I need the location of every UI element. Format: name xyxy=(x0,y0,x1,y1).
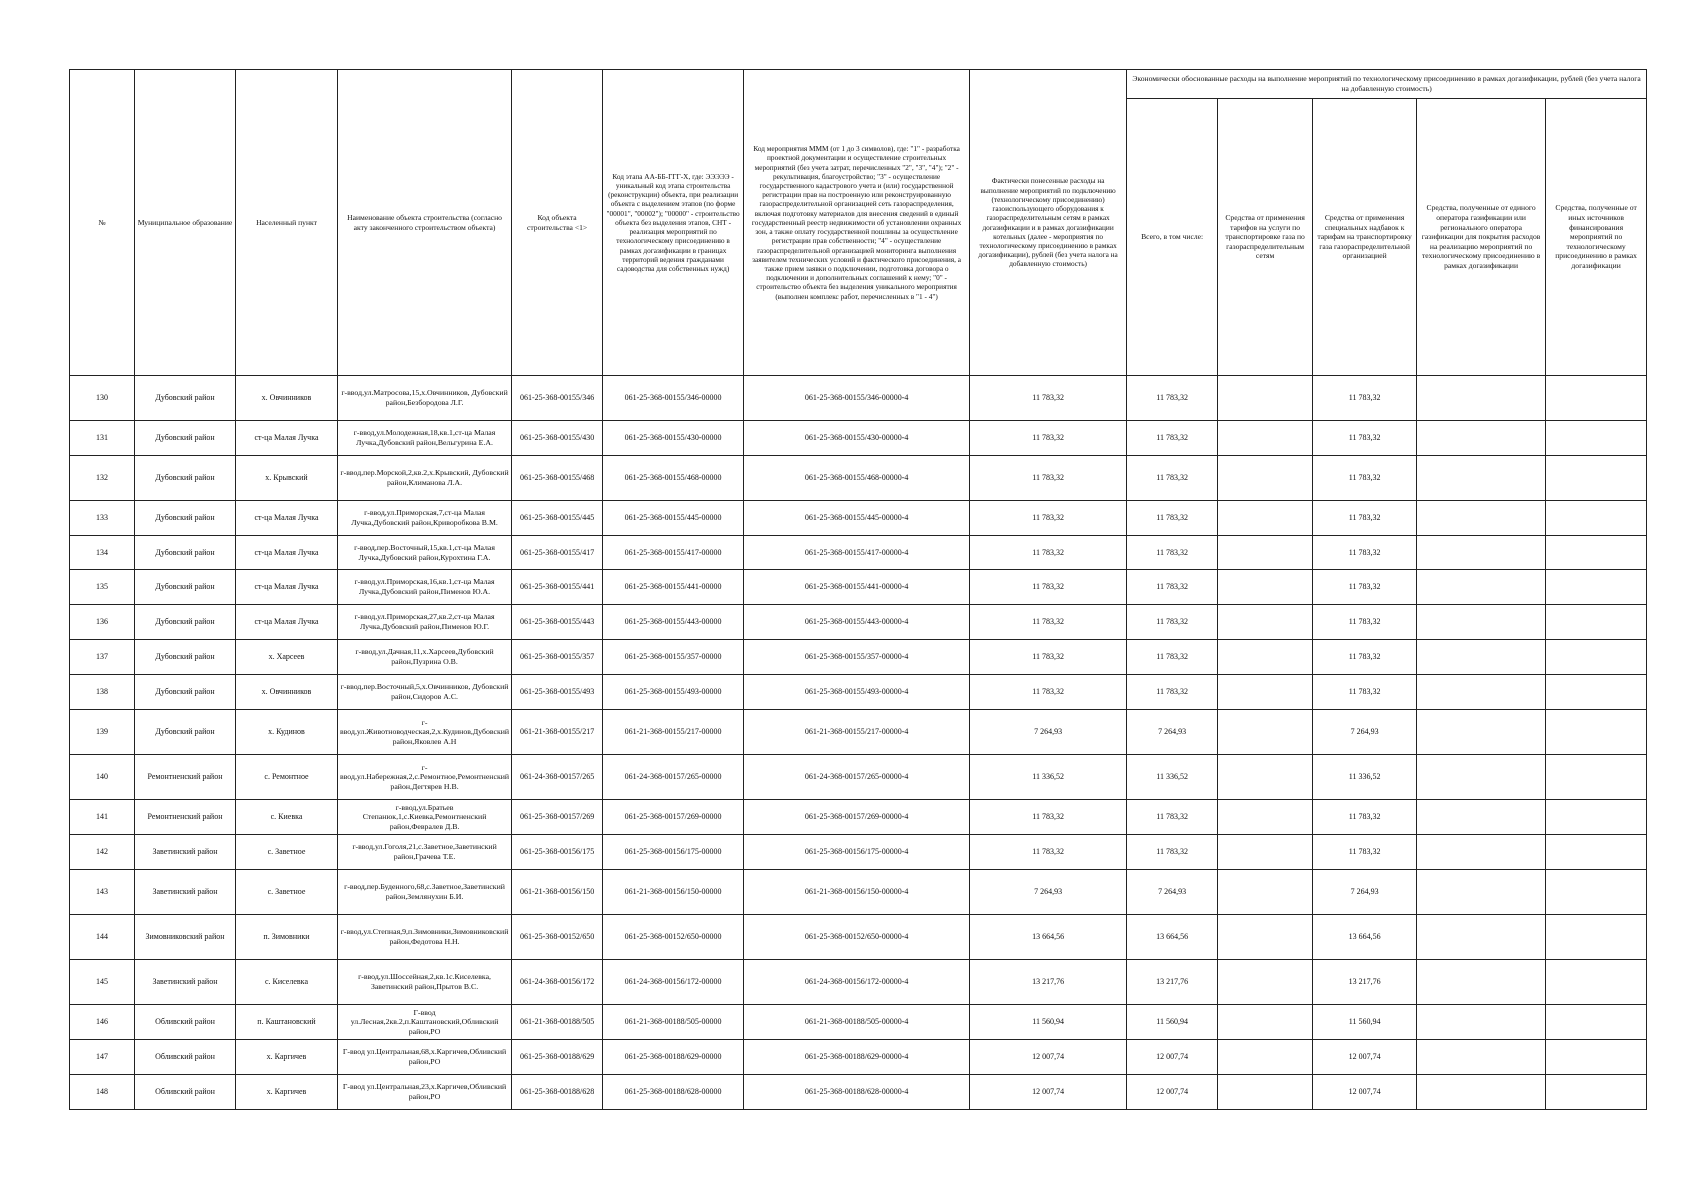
row-num-cell: 133 xyxy=(70,501,135,536)
stage-code-cell: 061-25-368-00155/430-00000 xyxy=(603,421,744,456)
tariffs-cell xyxy=(1218,605,1313,640)
object-code-cell: 061-25-368-00155/468 xyxy=(512,456,603,501)
total-cell: 11 783,32 xyxy=(1127,605,1218,640)
other-sources-cell xyxy=(1546,960,1647,1005)
stage-code-cell: 061-24-368-00157/265-00000 xyxy=(603,755,744,800)
table-row xyxy=(70,536,1647,570)
other-sources-cell xyxy=(1546,1075,1647,1110)
tariffs-cell xyxy=(1218,501,1313,536)
object-code-cell: 061-25-368-00188/629 xyxy=(512,1040,603,1075)
document-sheet xyxy=(69,69,1647,1110)
total-cell: 11 783,32 xyxy=(1127,376,1218,421)
header-tariffs: Средства от применения тарифов на услуги по транспортировке газа по газораспределительным сетям xyxy=(1218,99,1313,376)
row-num-cell: 132 xyxy=(70,456,135,501)
object-code-cell: 061-21-368-00155/217 xyxy=(512,710,603,755)
surcharges-cell: 12 007,74 xyxy=(1313,1040,1417,1075)
tariffs-cell xyxy=(1218,1075,1313,1110)
settlement-cell: с. Заветное xyxy=(236,870,338,915)
actual-costs-cell: 13 664,56 xyxy=(970,915,1127,960)
table-row xyxy=(70,915,1647,960)
row-num-cell: 137 xyxy=(70,640,135,675)
surcharges-cell: 7 264,93 xyxy=(1313,870,1417,915)
tariffs-cell xyxy=(1218,835,1313,870)
object-name-cell: г-ввод,ул.Дачная,11,х.Харсеев,Дубовский район,Пузрина О.В. xyxy=(338,640,512,675)
operator-cell xyxy=(1417,570,1546,605)
operator-cell xyxy=(1417,675,1546,710)
object-name-cell: Г-ввод ул.Центральная,23,х.Каргичев,Обливский район,РО xyxy=(338,1075,512,1110)
tariffs-cell xyxy=(1218,915,1313,960)
operator-cell xyxy=(1417,501,1546,536)
operator-cell xyxy=(1417,605,1546,640)
settlement-cell: х. Крывский xyxy=(236,456,338,501)
object-name-cell: г-ввод,ул.Степная,9,п.Зимовники,Зимовниковский район,Федотова Н.Н. xyxy=(338,915,512,960)
operator-cell xyxy=(1417,755,1546,800)
event-code-cell: 061-24-368-00157/265-00000-4 xyxy=(744,755,970,800)
object-code-cell: 061-24-368-00157/265 xyxy=(512,755,603,800)
row-num-cell: 141 xyxy=(70,800,135,835)
table-row xyxy=(70,870,1647,915)
event-code-cell: 061-25-368-00188/629-00000-4 xyxy=(744,1040,970,1075)
table-row xyxy=(70,501,1647,536)
surcharges-cell: 13 664,56 xyxy=(1313,915,1417,960)
municipality-cell: Дубовский район xyxy=(135,421,236,456)
settlement-cell: п. Каштановский xyxy=(236,1005,338,1040)
other-sources-cell xyxy=(1546,376,1647,421)
object-code-cell: 061-25-368-00157/269 xyxy=(512,800,603,835)
operator-cell xyxy=(1417,1075,1546,1110)
header-object-name: Наименование объекта строительства (согласно акту законченного строительством объекта) xyxy=(338,70,512,376)
total-cell: 11 336,52 xyxy=(1127,755,1218,800)
operator-cell xyxy=(1417,640,1546,675)
total-cell: 13 217,76 xyxy=(1127,960,1218,1005)
actual-costs-cell: 11 783,32 xyxy=(970,675,1127,710)
stage-code-cell: 061-24-368-00156/172-00000 xyxy=(603,960,744,1005)
tariffs-cell xyxy=(1218,755,1313,800)
row-num-cell: 131 xyxy=(70,421,135,456)
actual-costs-cell: 7 264,93 xyxy=(970,870,1127,915)
table-body xyxy=(70,376,1647,1110)
operator-cell xyxy=(1417,421,1546,456)
municipality-cell: Заветинский район xyxy=(135,960,236,1005)
surcharges-cell: 11 560,94 xyxy=(1313,1005,1417,1040)
surcharges-cell: 12 007,74 xyxy=(1313,1075,1417,1110)
actual-costs-cell: 11 783,32 xyxy=(970,605,1127,640)
actual-costs-cell: 11 783,32 xyxy=(970,800,1127,835)
other-sources-cell xyxy=(1546,835,1647,870)
object-code-cell: 061-25-368-00155/445 xyxy=(512,501,603,536)
actual-costs-cell: 11 783,32 xyxy=(970,835,1127,870)
operator-cell xyxy=(1417,870,1546,915)
event-code-cell: 061-21-368-00156/150-00000-4 xyxy=(744,870,970,915)
municipality-cell: Дубовский район xyxy=(135,710,236,755)
operator-cell xyxy=(1417,376,1546,421)
actual-costs-cell: 7 264,93 xyxy=(970,710,1127,755)
row-num-cell: 142 xyxy=(70,835,135,870)
tariffs-cell xyxy=(1218,536,1313,570)
stage-code-cell: 061-25-368-00155/441-00000 xyxy=(603,570,744,605)
other-sources-cell xyxy=(1546,570,1647,605)
surcharges-cell: 11 783,32 xyxy=(1313,421,1417,456)
header-num: № xyxy=(70,70,135,376)
event-code-cell: 061-25-368-00156/175-00000-4 xyxy=(744,835,970,870)
event-code-cell: 061-25-368-00157/269-00000-4 xyxy=(744,800,970,835)
surcharges-cell: 7 264,93 xyxy=(1313,710,1417,755)
stage-code-cell: 061-21-368-00155/217-00000 xyxy=(603,710,744,755)
row-num-cell: 146 xyxy=(70,1005,135,1040)
tariffs-cell xyxy=(1218,570,1313,605)
tariffs-cell xyxy=(1218,675,1313,710)
operator-cell xyxy=(1417,1005,1546,1040)
stage-code-cell: 061-25-368-00156/175-00000 xyxy=(603,835,744,870)
tariffs-cell xyxy=(1218,421,1313,456)
other-sources-cell xyxy=(1546,1005,1647,1040)
total-cell: 11 783,32 xyxy=(1127,675,1218,710)
municipality-cell: Ремонтненский район xyxy=(135,800,236,835)
settlement-cell: х. Каргичев xyxy=(236,1075,338,1110)
tariffs-cell xyxy=(1218,640,1313,675)
header-event-code: Код мероприятия МММ (от 1 до 3 символов), где: "1" - разработка проектной документации и осуществление строительных мероприятий (без учета затрат, перечисленных "2", "3", "4"); "2" - рекультивация, благоустройство; "3" - осуществление государственного кадастрового учета и (или) государственной регистрации прав на построенную или реконструированную газораспределительной организацией сеть газораспределения, включая подготовку материалов для внесения сведений в единый государственный реестр недвижимости об установлении охранных зон, а также оплату государственной пошлины за осуществление регистрации прав собственности; "4" - осуществление газораспределительной организацией мониторинга выполнения заявителем технических условий и фактического присоединения, а также прием заявки о подключении, подготовка договора о подключении и дополнительных соглашений к нему; "0" - строительство объекта без выделения уникального мероприятия (выполнен комплекс работ, перечисленных в "1 - 4") xyxy=(744,70,970,376)
event-code-cell: 061-25-368-00188/628-00000-4 xyxy=(744,1075,970,1110)
municipality-cell: Обливский район xyxy=(135,1040,236,1075)
event-code-cell: 061-25-368-00155/445-00000-4 xyxy=(744,501,970,536)
object-name-cell: г-ввод,ул.Приморская,27,кв.2,ст-ца Малая Лучка,Дубовский район,Пименов Ю.Г. xyxy=(338,605,512,640)
table-row xyxy=(70,376,1647,421)
header-municipality: Муниципальное образование xyxy=(135,70,236,376)
total-cell: 12 007,74 xyxy=(1127,1040,1218,1075)
object-name-cell: г-ввод,ул.Матросова,15,х.Овчинников, Дубовский район,Безбородова Л.Г. xyxy=(338,376,512,421)
stage-code-cell: 061-21-368-00156/150-00000 xyxy=(603,870,744,915)
settlement-cell: с. Киселевка xyxy=(236,960,338,1005)
table-row xyxy=(70,1075,1647,1110)
surcharges-cell: 11 783,32 xyxy=(1313,456,1417,501)
row-num-cell: 147 xyxy=(70,1040,135,1075)
object-code-cell: 061-25-368-00155/417 xyxy=(512,536,603,570)
other-sources-cell xyxy=(1546,536,1647,570)
object-code-cell: 061-21-368-00188/505 xyxy=(512,1005,603,1040)
stage-code-cell: 061-25-368-00155/445-00000 xyxy=(603,501,744,536)
actual-costs-cell: 12 007,74 xyxy=(970,1040,1127,1075)
event-code-cell: 061-25-368-00155/443-00000-4 xyxy=(744,605,970,640)
total-cell: 11 783,32 xyxy=(1127,800,1218,835)
other-sources-cell xyxy=(1546,1040,1647,1075)
object-code-cell: 061-25-368-00155/441 xyxy=(512,570,603,605)
actual-costs-cell: 11 783,32 xyxy=(970,640,1127,675)
tariffs-cell xyxy=(1218,960,1313,1005)
row-num-cell: 143 xyxy=(70,870,135,915)
object-name-cell: г-ввод,ул.Молодежная,18,кв.1,ст-ца Малая Лучка,Дубовский район,Вельгурина Е.А. xyxy=(338,421,512,456)
other-sources-cell xyxy=(1546,870,1647,915)
other-sources-cell xyxy=(1546,640,1647,675)
surcharges-cell: 11 783,32 xyxy=(1313,605,1417,640)
total-cell: 11 560,94 xyxy=(1127,1005,1218,1040)
event-code-cell: 061-21-368-00188/505-00000-4 xyxy=(744,1005,970,1040)
header-surcharges: Средства от применения специальных надбавок к тарифам на транспортировку газа газораспределительной организацией xyxy=(1313,99,1417,376)
table-row xyxy=(70,835,1647,870)
settlement-cell: ст-ца Малая Лучка xyxy=(236,570,338,605)
object-name-cell: г-ввод,пер.Морской,2,кв.2,х.Крывский, Дубовский район,Климанова Л.А. xyxy=(338,456,512,501)
total-cell: 7 264,93 xyxy=(1127,710,1218,755)
header-other: Средства, полученные от иных источников финансирования мероприятий по технологическому присоединению в рамках догазификации xyxy=(1546,99,1647,376)
operator-cell xyxy=(1417,456,1546,501)
object-code-cell: 061-25-368-00188/628 xyxy=(512,1075,603,1110)
total-cell: 12 007,74 xyxy=(1127,1075,1218,1110)
tariffs-cell xyxy=(1218,376,1313,421)
table-row xyxy=(70,1040,1647,1075)
tariffs-cell xyxy=(1218,1005,1313,1040)
stage-code-cell: 061-25-368-00155/346-00000 xyxy=(603,376,744,421)
actual-costs-cell: 11 783,32 xyxy=(970,536,1127,570)
table-row xyxy=(70,421,1647,456)
settlement-cell: ст-ца Малая Лучка xyxy=(236,605,338,640)
settlement-cell: с. Ремонтное xyxy=(236,755,338,800)
row-num-cell: 136 xyxy=(70,605,135,640)
settlement-cell: х. Кудинов xyxy=(236,710,338,755)
object-name-cell: г-ввод,ул.Набережная,2,с.Ремонтное,Ремонтненский район,Дегтярев Н.В. xyxy=(338,755,512,800)
stage-code-cell: 061-25-368-00155/357-00000 xyxy=(603,640,744,675)
surcharges-cell: 11 783,32 xyxy=(1313,570,1417,605)
settlement-cell: с. Заветное xyxy=(236,835,338,870)
municipality-cell: Дубовский район xyxy=(135,675,236,710)
row-num-cell: 144 xyxy=(70,915,135,960)
stage-code-cell: 061-25-368-00188/628-00000 xyxy=(603,1075,744,1110)
stage-code-cell: 061-25-368-00155/443-00000 xyxy=(603,605,744,640)
stage-code-cell: 061-21-368-00188/505-00000 xyxy=(603,1005,744,1040)
other-sources-cell xyxy=(1546,755,1647,800)
actual-costs-cell: 11 783,32 xyxy=(970,456,1127,501)
object-code-cell: 061-25-368-00155/443 xyxy=(512,605,603,640)
row-num-cell: 135 xyxy=(70,570,135,605)
object-name-cell: г-ввод,ул.Приморская,16,кв.1,ст-ца Малая Лучка,Дубовский район,Пименов Ю.А. xyxy=(338,570,512,605)
municipality-cell: Зимовниковский район xyxy=(135,915,236,960)
settlement-cell: х. Харсеев xyxy=(236,640,338,675)
table-row xyxy=(70,640,1647,675)
settlement-cell: с. Киевка xyxy=(236,800,338,835)
header-actual-costs: Фактически понесенные расходы на выполнение мероприятий по подключению (технологическому присоединению) газоиспользующего оборудования к газораспределительным сетям в рамках догазификации и в рамках догазификации котельных (далее - мероприятия по технологическому присоединению в рамках догазификации), рублей (без учета налога на добавленную стоимость) xyxy=(970,70,1127,376)
settlement-cell: ст-ца Малая Лучка xyxy=(236,536,338,570)
municipality-cell: Дубовский район xyxy=(135,605,236,640)
event-code-cell: 061-25-368-00155/441-00000-4 xyxy=(744,570,970,605)
object-name-cell: Г-ввод ул.Центральная,68,х.Каргичев,Обливский район,РО xyxy=(338,1040,512,1075)
object-name-cell: г-ввод,пер.Восточный,15,кв.1,ст-ца Малая Лучка,Дубовский район,Курохтина Г.А. xyxy=(338,536,512,570)
header-total: Всего, в том числе: xyxy=(1127,99,1218,376)
object-name-cell: г-ввод,ул.Животноводческая,2,х.Кудинов,Дубовский район,Яковлев А.Н xyxy=(338,710,512,755)
row-num-cell: 130 xyxy=(70,376,135,421)
other-sources-cell xyxy=(1546,800,1647,835)
operator-cell xyxy=(1417,710,1546,755)
surcharges-cell: 11 783,32 xyxy=(1313,376,1417,421)
header-object-code: Код объекта строительства <1> xyxy=(512,70,603,376)
row-num-cell: 134 xyxy=(70,536,135,570)
total-cell: 13 664,56 xyxy=(1127,915,1218,960)
object-name-cell: г-ввод,пер.Восточный,5,х.Овчинников, Дубовский район,Сидоров А.С. xyxy=(338,675,512,710)
event-code-cell: 061-25-368-00155/346-00000-4 xyxy=(744,376,970,421)
actual-costs-cell: 11 560,94 xyxy=(970,1005,1127,1040)
municipality-cell: Дубовский район xyxy=(135,376,236,421)
stage-code-cell: 061-25-368-00152/650-00000 xyxy=(603,915,744,960)
other-sources-cell xyxy=(1546,710,1647,755)
event-code-cell: 061-25-368-00155/493-00000-4 xyxy=(744,675,970,710)
row-num-cell: 148 xyxy=(70,1075,135,1110)
table-row xyxy=(70,710,1647,755)
municipality-cell: Дубовский район xyxy=(135,536,236,570)
actual-costs-cell: 11 336,52 xyxy=(970,755,1127,800)
total-cell: 11 783,32 xyxy=(1127,570,1218,605)
municipality-cell: Обливский район xyxy=(135,1005,236,1040)
municipality-cell: Дубовский район xyxy=(135,501,236,536)
actual-costs-cell: 11 783,32 xyxy=(970,376,1127,421)
total-cell: 11 783,32 xyxy=(1127,501,1218,536)
object-code-cell: 061-24-368-00156/172 xyxy=(512,960,603,1005)
object-name-cell: г-ввод,ул.Приморская,7,ст-ца Малая Лучка,Дубовский район,Криворобкова В.М. xyxy=(338,501,512,536)
other-sources-cell xyxy=(1546,915,1647,960)
object-code-cell: 061-25-368-00155/493 xyxy=(512,675,603,710)
object-code-cell: 061-25-368-00156/175 xyxy=(512,835,603,870)
actual-costs-cell: 11 783,32 xyxy=(970,421,1127,456)
surcharges-cell: 11 783,32 xyxy=(1313,800,1417,835)
operator-cell xyxy=(1417,915,1546,960)
object-code-cell: 061-21-368-00156/150 xyxy=(512,870,603,915)
object-name-cell: г-ввод,ул.Гоголя,21,с.Заветное,Заветинский район,Грачева Т.Е. xyxy=(338,835,512,870)
header-economic-group: Экономически обоснованные расходы на выполнение мероприятий по технологическому присоединению в рамках догазификации, рублей (без учета налога на добавленную стоимость) xyxy=(1127,70,1647,99)
object-name-cell: г-ввод,ул.Братьев Степанюк,1,с.Киевка,Ремонтненский район,Февралев Д.В. xyxy=(338,800,512,835)
municipality-cell: Заветинский район xyxy=(135,870,236,915)
municipality-cell: Дубовский район xyxy=(135,640,236,675)
tariffs-cell xyxy=(1218,800,1313,835)
other-sources-cell xyxy=(1546,456,1647,501)
stage-code-cell: 061-25-368-00157/269-00000 xyxy=(603,800,744,835)
object-name-cell: Г-ввод ул.Лесная,2кв.2,п.Каштановский,Обливский район,РО xyxy=(338,1005,512,1040)
municipality-cell: Дубовский район xyxy=(135,570,236,605)
tariffs-cell xyxy=(1218,456,1313,501)
object-code-cell: 061-25-368-00152/650 xyxy=(512,915,603,960)
surcharges-cell: 11 783,32 xyxy=(1313,501,1417,536)
total-cell: 11 783,32 xyxy=(1127,640,1218,675)
row-num-cell: 139 xyxy=(70,710,135,755)
municipality-cell: Обливский район xyxy=(135,1075,236,1110)
object-code-cell: 061-25-368-00155/430 xyxy=(512,421,603,456)
row-num-cell: 138 xyxy=(70,675,135,710)
tariffs-cell xyxy=(1218,1040,1313,1075)
header-operator: Средства, полученные от единого оператора газификации или регионального оператора газификации для покрытия расходов на реализацию мероприятий по технологическому присоединению в рамках догазификации xyxy=(1417,99,1546,376)
actual-costs-cell: 11 783,32 xyxy=(970,570,1127,605)
surcharges-cell: 11 783,32 xyxy=(1313,675,1417,710)
other-sources-cell xyxy=(1546,501,1647,536)
surcharges-cell: 11 336,52 xyxy=(1313,755,1417,800)
object-code-cell: 061-25-368-00155/346 xyxy=(512,376,603,421)
municipality-cell: Заветинский район xyxy=(135,835,236,870)
settlement-cell: ст-ца Малая Лучка xyxy=(236,501,338,536)
event-code-cell: 061-25-368-00155/417-00000-4 xyxy=(744,536,970,570)
stage-code-cell: 061-25-368-00155/468-00000 xyxy=(603,456,744,501)
municipality-cell: Дубовский район xyxy=(135,456,236,501)
stage-code-cell: 061-25-368-00188/629-00000 xyxy=(603,1040,744,1075)
other-sources-cell xyxy=(1546,605,1647,640)
surcharges-cell: 11 783,32 xyxy=(1313,835,1417,870)
table-row xyxy=(70,570,1647,605)
object-name-cell: г-ввод,пер.Буденного,68,с.Заветное,Заветинский район,Землянухин Б.И. xyxy=(338,870,512,915)
settlement-cell: х. Каргичев xyxy=(236,1040,338,1075)
settlement-cell: ст-ца Малая Лучка xyxy=(236,421,338,456)
dogasification-table xyxy=(69,69,1647,1110)
settlement-cell: х. Овчинников xyxy=(236,376,338,421)
table-row xyxy=(70,456,1647,501)
header-stage-code: Код этапа АА-ББ-ГГГ-Х, где: ЭЭЭЭЭ - уникальный код этапа строительства (реконструкции) объекта, при реализации объекта с выделением этапов (по форме "00001", "00002"); "00000" - строительство объекта без выделения этапов, СНТ - реализация мероприятий по технологическому присоединению в рамках догазификации в границах территорий ведения гражданами садоводства для собственных нужд) xyxy=(603,70,744,376)
actual-costs-cell: 12 007,74 xyxy=(970,1075,1127,1110)
actual-costs-cell: 11 783,32 xyxy=(970,501,1127,536)
table-row xyxy=(70,960,1647,1005)
total-cell: 11 783,32 xyxy=(1127,421,1218,456)
operator-cell xyxy=(1417,800,1546,835)
table-row xyxy=(70,675,1647,710)
total-cell: 7 264,93 xyxy=(1127,870,1218,915)
total-cell: 11 783,32 xyxy=(1127,536,1218,570)
surcharges-cell: 11 783,32 xyxy=(1313,640,1417,675)
actual-costs-cell: 13 217,76 xyxy=(970,960,1127,1005)
row-num-cell: 145 xyxy=(70,960,135,1005)
stage-code-cell: 061-25-368-00155/417-00000 xyxy=(603,536,744,570)
operator-cell xyxy=(1417,960,1546,1005)
row-num-cell: 140 xyxy=(70,755,135,800)
table-row xyxy=(70,605,1647,640)
event-code-cell: 061-21-368-00155/217-00000-4 xyxy=(744,710,970,755)
header-settlement: Населенный пункт xyxy=(236,70,338,376)
operator-cell xyxy=(1417,835,1546,870)
event-code-cell: 061-24-368-00156/172-00000-4 xyxy=(744,960,970,1005)
table-row xyxy=(70,1005,1647,1040)
surcharges-cell: 11 783,32 xyxy=(1313,536,1417,570)
event-code-cell: 061-25-368-00155/430-00000-4 xyxy=(744,421,970,456)
municipality-cell: Ремонтненский район xyxy=(135,755,236,800)
table-row xyxy=(70,800,1647,835)
stage-code-cell: 061-25-368-00155/493-00000 xyxy=(603,675,744,710)
total-cell: 11 783,32 xyxy=(1127,835,1218,870)
object-name-cell: г-ввод,ул.Шоссейная,2,кв.1с.Киселевка, Заветинский район,Прытов В.С. xyxy=(338,960,512,1005)
tariffs-cell xyxy=(1218,870,1313,915)
settlement-cell: х. Овчинников xyxy=(236,675,338,710)
event-code-cell: 061-25-368-00155/357-00000-4 xyxy=(744,640,970,675)
other-sources-cell xyxy=(1546,421,1647,456)
surcharges-cell: 13 217,76 xyxy=(1313,960,1417,1005)
tariffs-cell xyxy=(1218,710,1313,755)
table-row xyxy=(70,755,1647,800)
object-code-cell: 061-25-368-00155/357 xyxy=(512,640,603,675)
event-code-cell: 061-25-368-00152/650-00000-4 xyxy=(744,915,970,960)
total-cell: 11 783,32 xyxy=(1127,456,1218,501)
other-sources-cell xyxy=(1546,675,1647,710)
settlement-cell: п. Зимовники xyxy=(236,915,338,960)
event-code-cell: 061-25-368-00155/468-00000-4 xyxy=(744,456,970,501)
operator-cell xyxy=(1417,1040,1546,1075)
operator-cell xyxy=(1417,536,1546,570)
